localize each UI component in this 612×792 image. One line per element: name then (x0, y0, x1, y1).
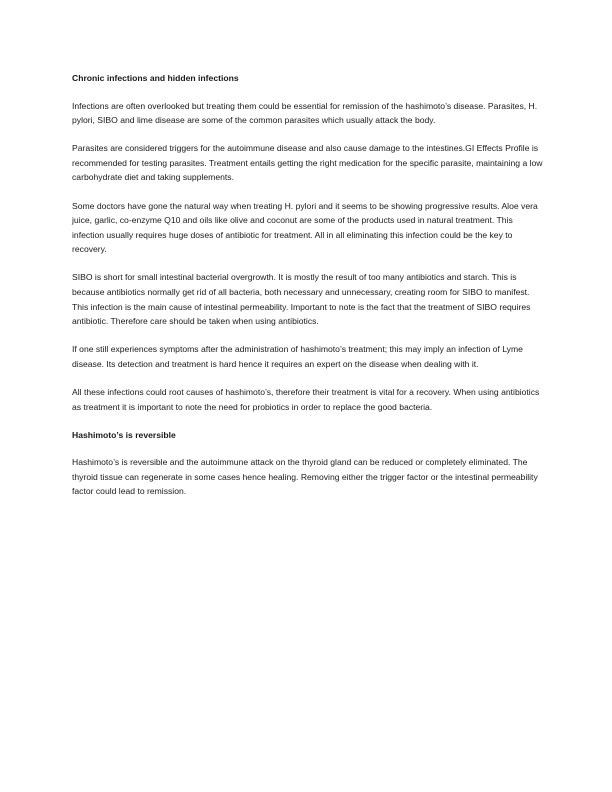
paragraph-sibo: SIBO is short for small intestinal bacterial overgrowth. It is mostly the result of too many antibiotics and starch. This is because antibiotics normally get rid of all bacteria, both necessary and unnecessary, creating room for SIBO to manifest. This infection is the main cause of intestinal permeability. Important to note is the fact that the treatment of SIBO requires antibiotic. Therefore care should be taken when using antibiotics. (72, 272, 531, 327)
paragraph-parasites: Parasites are considered triggers for the autoimmune disease and also cause damage to the intestines.GI Effects Profile is recommended for testing parasites. Treatment entails getting the right medication for the specific parasite, maintaining a low carbohydrate diet and taking supplements. (72, 143, 543, 183)
document-body (72, 71, 544, 499)
paragraph-h-pylori: Some doctors have gone the natural way when treating H. pylori and it seems to be showing progressive results. Aloe vera juice, garlic, co-enzyme Q10 and oils like olive and coconut are some of the products used in natural treatment. This infection usually requires huge doses of antibiotic for treatment. All in all eliminating this infection could be the key to recovery. (72, 200, 538, 255)
section-heading-chronic-infections: Chronic infections and hidden infections (72, 73, 239, 83)
section-heading-hashimotos-reversible: Hashimoto’s is reversible (72, 429, 176, 440)
paragraph-reversibility: Hashimoto’s is reversible and the autoimmune attack on the thyroid gland can be reduced or completely eliminated. The thyroid tissue can regenerate in some cases hence healing. Removing either the trigger factor or the intestinal permeability factor could lead to remission. (72, 457, 538, 497)
paragraph-infections-overview: Infections are often overlooked but treating them could be essential for remission of the hashimoto’s disease. Parasites, H. pylori, SIBO and lime disease are some of the common parasites which usually attack the body. (72, 100, 538, 126)
paragraph-root-causes: All these infections could root causes of hashimoto’s, therefore their treatment is vital for a recovery. When using antibiotics as treatment it is important to note the need for probiotics in order to replace the good bacteria. (72, 387, 540, 412)
paragraph-lyme-disease: If one still experiences symptoms after the administration of hashimoto’s treatment; this may imply an infection of Lyme disease. Its detection and treatment is hard hence it requires an expert on the disease when dealing with it. (72, 344, 523, 369)
